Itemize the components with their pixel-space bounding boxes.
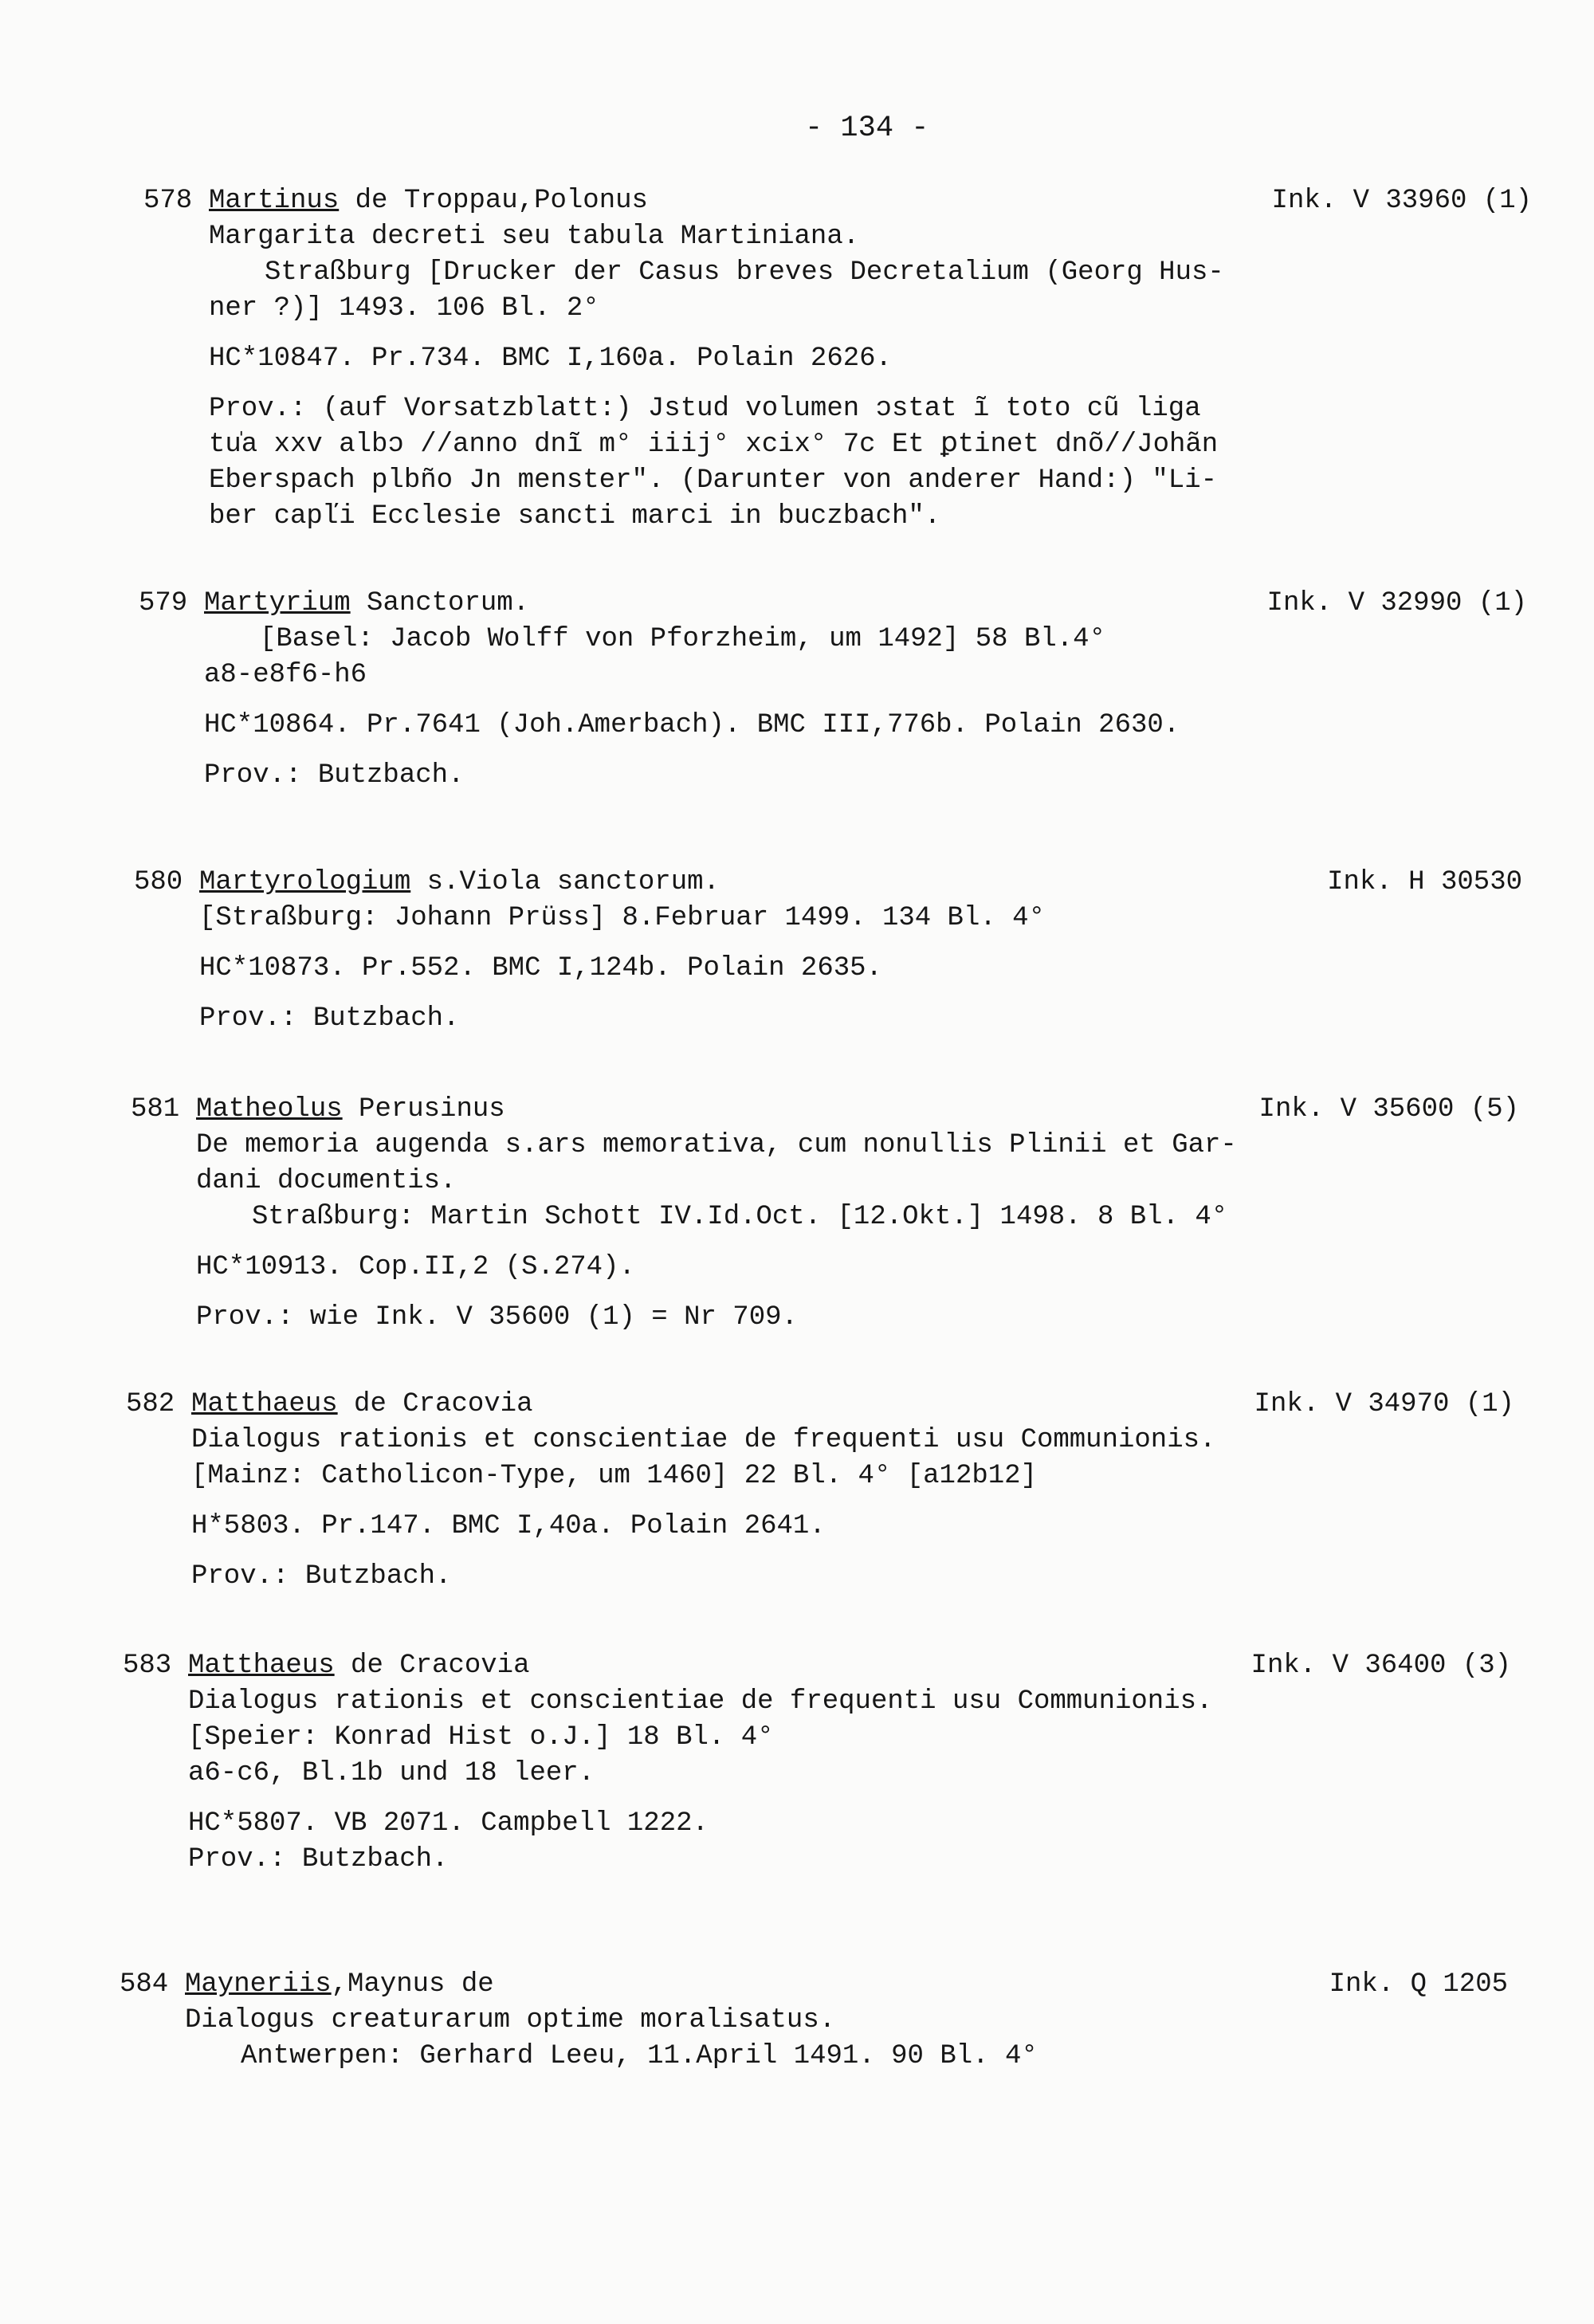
shelfmark: Ink. V 35600 (5)	[1258, 1094, 1519, 1125]
collation-line: a8-e8f6-h6	[204, 660, 367, 690]
catalog-entry-582	[126, 1387, 1514, 1595]
provenance-line: Prov.: wie Ink. V 35600 (1) = Nr 709.	[196, 1302, 798, 1333]
provenance-line: Prov.: Butzbach.	[204, 760, 465, 791]
catalog-entry-581	[131, 1092, 1519, 1336]
provenance-line: Eberspach plbño Jn menster". (Darunter von anderer Hand:) "Li-	[209, 465, 1218, 496]
references-line: HC*5807. VB 2071. Campbell 1222.	[188, 1808, 709, 1839]
shelfmark: Ink. V 34970 (1)	[1254, 1389, 1514, 1419]
provenance-line: tu̍a xxv albɔ //anno dnĩ m° iiij° xcix° 7c Et ꝑtinet dnõ//Johãn	[209, 430, 1219, 460]
provenance-line: Prov.: (auf Vorsatzblatt:) Jstud volumen ɔstat ĩ toto cũ liga	[209, 394, 1201, 424]
entry-number: 584	[120, 1969, 169, 2000]
entry-heading	[199, 865, 1490, 901]
shelfmark: Ink. Q 1205	[1329, 1969, 1508, 2000]
entry-name-rest: Sanctorum.	[350, 588, 530, 618]
title-line: Dialogus rationis et conscientiae de frequenti usu Communionis.	[188, 1686, 1213, 1717]
entry-number: 581	[131, 1094, 180, 1125]
catalog-entry-578	[143, 183, 1532, 535]
references-line: H*5803. Pr.147. BMC I,40a. Polain 2641.	[191, 1511, 826, 1541]
provenance-line: Prov.: Butzbach.	[188, 1844, 449, 1875]
catalog-entry-583	[123, 1648, 1511, 1878]
entry-name-rest: de Cracovia	[334, 1651, 530, 1681]
entry-name: Martyrium	[204, 588, 351, 618]
imprint-line: [Straßburg: Johann Prüss] 8.Februar 1499. 134 Bl. 4°	[199, 903, 1045, 933]
provenance-line: ber capľi Ecclesie sancti marci in buczbach".	[209, 501, 941, 532]
entry-name-rest: Perusinus	[342, 1094, 505, 1125]
entry-number: 579	[139, 588, 188, 618]
title-line: De memoria augenda s.ars memorativa, cum nonullis Plinii et Gar-	[196, 1130, 1237, 1160]
entry-name-rest: de Cracovia	[337, 1389, 533, 1419]
references-line: HC*10873. Pr.552. BMC I,124b. Polain 2635.	[199, 953, 882, 983]
shelfmark: Ink. H 30530	[1327, 867, 1522, 897]
entry-name-rest: ,Maynus de	[331, 1969, 494, 2000]
catalog-entry-584	[120, 1967, 1508, 2075]
entry-name-rest: s.Viola sanctorum.	[410, 867, 720, 897]
shelfmark: Ink. V 32990 (1)	[1266, 588, 1527, 618]
imprint-line: [Speier: Konrad Hist o.J.] 18 Bl. 4°	[188, 1722, 774, 1753]
imprint-line: [Mainz: Catholicon-Type, um 1460] 22 Bl. 4° [a12b12]	[191, 1461, 1037, 1491]
entry-name: Matheolus	[196, 1094, 343, 1125]
entry-name: Mayneriis	[185, 1969, 332, 2000]
entry-name: Martinus	[209, 186, 340, 216]
provenance-line: Prov.: Butzbach.	[191, 1561, 452, 1592]
title-line: Dialogus rationis et conscientiae de frequenti usu Communionis.	[191, 1425, 1216, 1455]
references-line: HC*10913. Cop.II,2 (S.274).	[196, 1252, 635, 1282]
entry-name: Matthaeus	[191, 1389, 338, 1419]
entry-number: 582	[126, 1389, 175, 1419]
imprint-line: [Basel: Jacob Wolff von Pforzheim, um 1492] 58 Bl.4°	[260, 624, 1105, 654]
references-line: HC*10847. Pr.734. BMC I,160a. Polain 2626.	[209, 343, 892, 374]
page-number: - 134 -	[805, 112, 929, 145]
imprint-line: ner ?)] 1493. 106 Bl. 2°	[209, 293, 599, 324]
imprint-line: Straßburg [Drucker der Casus breves Decretalium (Georg Hus-	[265, 257, 1224, 288]
entry-name: Martyrologium	[199, 867, 411, 897]
title-line: dani documentis.	[196, 1166, 457, 1196]
entry-number: 578	[143, 186, 193, 216]
shelfmark: Ink. V 36400 (3)	[1250, 1651, 1511, 1681]
entry-name: Matthaeus	[188, 1651, 335, 1681]
entry-heading	[185, 1967, 1476, 2003]
title-line: Dialogus creaturarum optime moralisatus.	[185, 2005, 836, 2035]
imprint-line: Straßburg: Martin Schott IV.Id.Oct. [12.Okt.] 1498. 8 Bl. 4°	[252, 1202, 1228, 1232]
provenance-line: Prov.: Butzbach.	[199, 1003, 460, 1034]
collation-line: a6-c6, Bl.1b und 18 leer.	[188, 1758, 595, 1788]
entry-number: 583	[123, 1651, 172, 1681]
references-line: HC*10864. Pr.7641 (Joh.Amerbach). BMC III,776b. Polain 2630.	[204, 710, 1180, 740]
imprint-line: Antwerpen: Gerhard Leeu, 11.April 1491. 90 Bl. 4°	[241, 2041, 1038, 2071]
entry-name-rest: de Troppau,Polonus	[339, 186, 648, 216]
title-line: Margarita decreti seu tabula Martiniana.	[209, 222, 860, 252]
entry-number: 580	[134, 867, 183, 897]
shelfmark: Ink. V 33960 (1)	[1271, 186, 1532, 216]
catalog-entry-579	[139, 586, 1527, 794]
catalog-entry-580	[134, 865, 1522, 1037]
